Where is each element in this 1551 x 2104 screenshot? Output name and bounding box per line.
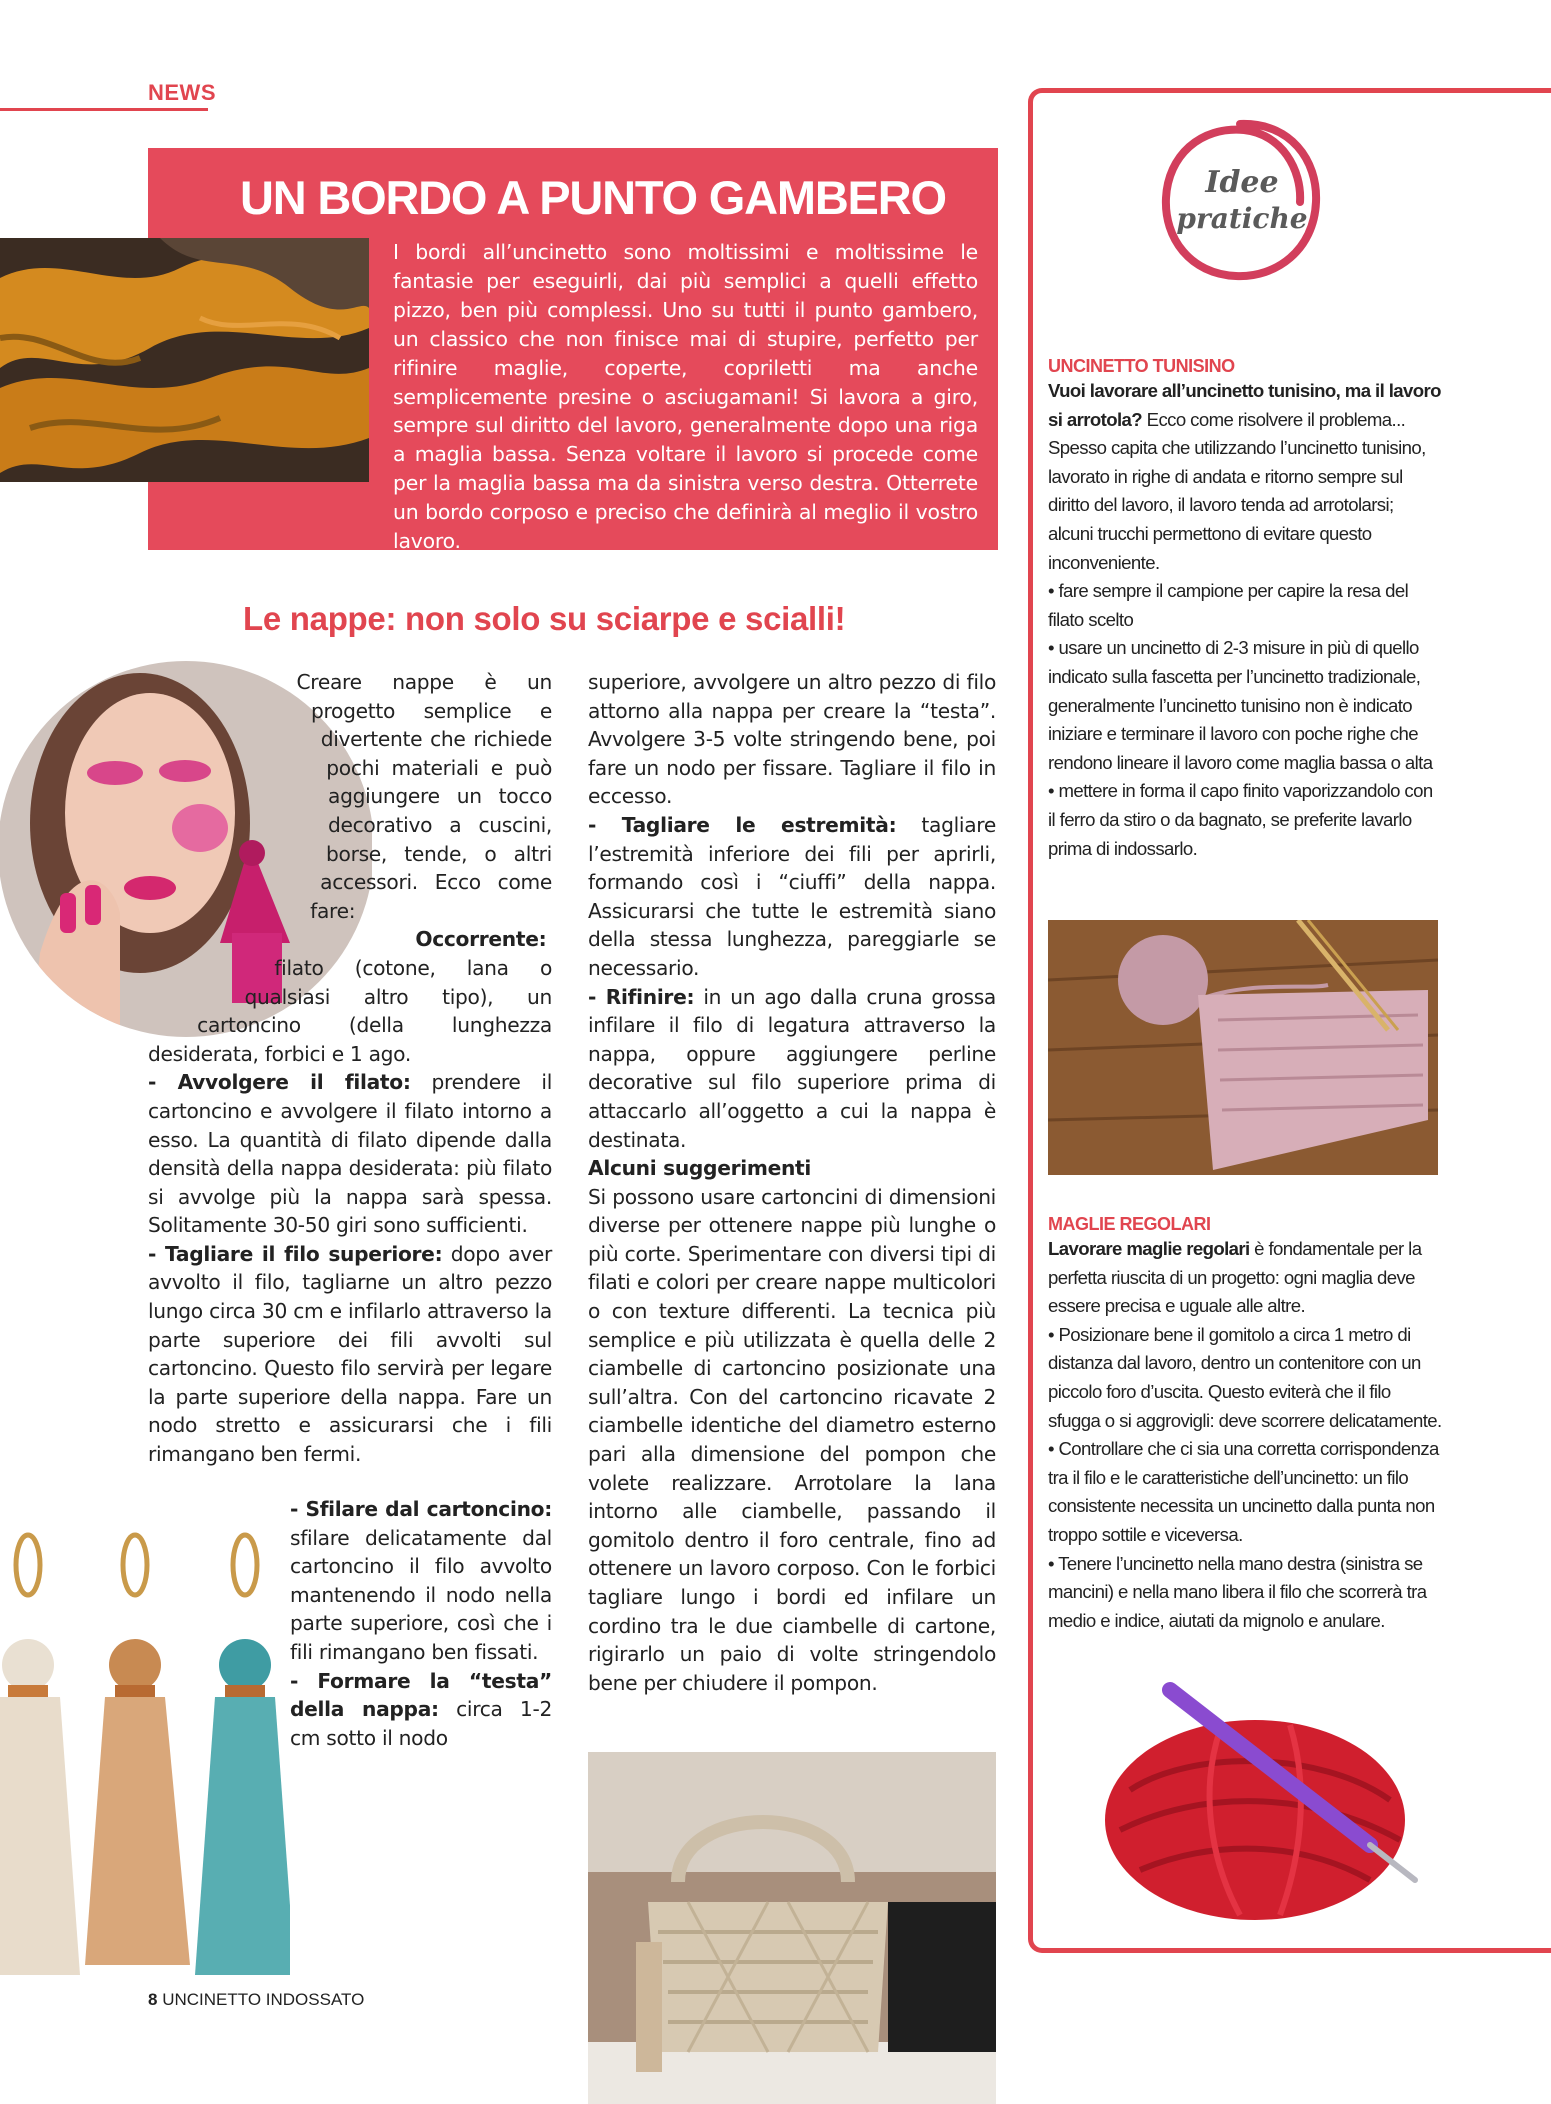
tip-regular-bullet-1: • Posizionare bene il gomitolo a circa 1 metro di distanza dal lavoro, dentro un contenitore con un piccolo foro d’uscita. Questo eviterà che il filo sfugga o si aggrovigli: deve scorrere delicatamente. [1048, 1323, 1442, 1431]
tunisian-crochet-photo [1048, 920, 1438, 1175]
page-number: 8 [148, 1990, 158, 2009]
step-slide-label: - Sfilare dal cartoncino: [290, 1497, 552, 1521]
tip-regular-bullet-2: • Controllare che ci sia una corretta corrispondenza tra il filo e le caratteristiche dell’uncinetto: un filo consistente necessita un uncinetto dalla punta non troppo sottile e viceversa. [1048, 1438, 1439, 1545]
step-finish-text: in un ago dalla cruna grossa infilare il filo di legatura attraverso la nappa, oppure aggiungere perline decorative sul filo superiore prima di attaccarlo all’oggetto a cui la nappa è destinata. [588, 984, 996, 1152]
red-yarn-ball-photo [1070, 1670, 1450, 1930]
tassels-photo [0, 1525, 290, 1975]
tip-regular-lead: Lavorare maglie regolari [1048, 1238, 1250, 1259]
tips-text: Si possono usare cartoncini di dimensioni diverse per ottenere nappe più lunghe o più corte. Sperimentare con diversi tipi di filati e colori per creare nappe multicolori o con texture differenti. La tecnica più semplice e più utilizzata è quella delle 2 ciambelle di cartoncino posizionate una sull’altra. Con del cartoncino ricavate 2 ciambelle identiche del diametro esterno pari alla dimensione del pompon che volete realizzare. Arrotolare la lana intorno alle ciambelle, passando il gomitolo dentro il foro centrale, fino ad ottenere un lavoro corposo. Con le forbici tagliare lungo i bordi ed infilare un cordino tra le due ciambelle di cartone, rigirarlo un paio di volte stringendolo bene per chiudere il pompon. [588, 1184, 996, 1695]
tip-tunisian-title: UNCINETTO TUNISINO [1048, 356, 1235, 376]
step-cut-top-label: - Tagliare il filo superiore: [148, 1241, 443, 1266]
step-trim-text: tagliare l’estremità inferiore dei fili per aprirli, formando così i “ciuffi” della nappa. Assicurarsi che tutte le estremità siano della stessa lunghezza, pareggiarle se necessario. [588, 812, 996, 980]
intro-text: I bordi all’uncinetto sono moltissimi e moltissime le fantasie per eseguirli, dai più semplici a quelli effetto pizzo, ben più complessi. Uno su tutti il punto gambero, un classico che non finisce mai di stupire, perfetto per rifinire maglie, coperte, copriletti ma anche semplicemente presine o asciugamani! Si lavora a giro, sempre sul diritto del lavoro, generalmente dopo una riga a maglia bassa. Senza voltare il lavoro si procede come per la maglia bassa ma da sinistra verso destra. Otterrete un bordo corposo e preciso che definirà al meglio il vostro lavoro. [393, 240, 978, 554]
intro-paragraph: Creare nappe è un progetto semplice e divertente che richiede pochi materiali e può aggiungere un tocco decorativo a cuscini, borse, tende, o altri accessori. Ecco come fare: [296, 670, 552, 923]
article-column-1-cont [290, 1495, 552, 1752]
magazine-name: UNCINETTO INDOSSATO [162, 1990, 365, 2009]
step-cut-top-text: dopo aver avvolto il filo, tagliarne un altro pezzo lungo circa 30 cm e infilarlo attraverso la parte superiore dei fili avvolti sul cartoncino. Questo filo servirà per legare la parte superiore della nappa. Fare un nodo stretto e assicurarsi che i fili rimangano ben fermi. [148, 1241, 552, 1467]
article-column-1 [148, 668, 552, 1469]
idee-pratiche-badge [1150, 110, 1330, 290]
step-slide-text: sfilare delicatamente dal cartoncino il filo avvolto mantenendo il nodo nella parte superiore, così che i fili rimangano ben fissati. [290, 1525, 552, 1664]
tip-regular-bullet-3: • Tenere l’uncinetto nella mano destra (sinistra se mancini) e nella mano libera il filo che scorrerà tra medio e indice, aiutati da mignolo e anulare. [1048, 1552, 1427, 1631]
occorrente-text: filato (cotone, lana o qualsiasi altro tipo), un cartoncino (della lunghezza desiderata, forbici e 1 ago. [148, 955, 552, 1066]
step-wrap-text: prendere il cartoncino e avvolgere il filato intorno a esso. La quantità di filato dipende dalla densità della nappa desiderata: più filato si avvolge più la nappa sarà spessa. Solitamente 30-50 giri sono sufficienti. [148, 1070, 553, 1238]
tip-tunisian-bullet-1: • fare sempre il campione per capire la resa del filato scelto [1048, 580, 1409, 630]
crochet-bag-photo [588, 1752, 996, 2104]
occorrente-label: Occorrente: [415, 927, 547, 952]
tip-tunisian-lead-rest: Ecco come risolvere il problema... [1146, 408, 1406, 430]
step-trim-label: - Tagliare le estremità: [588, 812, 897, 837]
article-column-2 [588, 668, 996, 1697]
tip-tunisian-bullet-3: • mettere in forma il capo finito vaporizzandolo con il ferro da stiro o da bagnato, se preferite lavarlo prima di indossarlo. [1048, 780, 1433, 859]
step-head-label: - Formare la “testa” della nappa: [290, 1668, 552, 1722]
tip-tunisian-lead: Vuoi lavorare all’uncinetto tunisino, ma il lavoro si arrotola? [1048, 380, 1441, 430]
section-underline [0, 108, 208, 111]
tip-regular-title: MAGLIE REGOLARI [1048, 1214, 1211, 1234]
tip-tunisian [1048, 356, 1443, 863]
step-head-text: circa 1-2 cm sotto il nodo [290, 1697, 552, 1750]
tip-regular-lead-rest: è fondamentale per la perfetta riuscita di un progetto: ogni maglia deve essere precisa e uguale alle altre. [1048, 1238, 1422, 1317]
tip-tunisian-text: Spesso capita che utilizzando l’uncinetto tunisino, lavorato in righe di andata e ritorno sempre sul diritto del lavoro, il lavoro tenda ad arrotolarsi; alcuni trucchi permettono di evitare questo inconveniente. [1048, 437, 1426, 573]
tip-tunisian-bullet-2: • usare un uncinetto di 2-3 misure in più di quello indicato sulla fascetta per l’uncinetto tradizionale, generalmente l’uncinetto tunisino non è indicato iniziare e terminare il lavoro con poche righe che rendono lineare il lavoro come maglia bassa o alta [1048, 637, 1433, 773]
head-continued: superiore, avvolgere un altro pezzo di filo attorno alla nappa per creare la “testa”. Avvolgere 3-5 volte stringendo bene, poi fare un nodo per fissare. Tagliare il filo in eccesso. [588, 670, 996, 809]
badge-line1: Idee [1205, 165, 1279, 200]
knit-texture-photo [0, 238, 369, 482]
article-title: Le nappe: non solo su sciarpe e scialli! [243, 600, 846, 637]
section-label: NEWS [148, 80, 216, 105]
tips-heading: Alcuni suggerimenti [588, 1156, 812, 1181]
step-wrap-label: - Avvolgere il filato: [148, 1070, 411, 1095]
badge-line2: pratiche [1176, 202, 1308, 235]
intro-title: UN BORDO A PUNTO GAMBERO [240, 171, 946, 224]
step-finish-label: - Rifinire: [588, 984, 695, 1009]
tip-regular-stitches [1048, 1214, 1443, 1635]
page-footer [148, 1990, 364, 2010]
